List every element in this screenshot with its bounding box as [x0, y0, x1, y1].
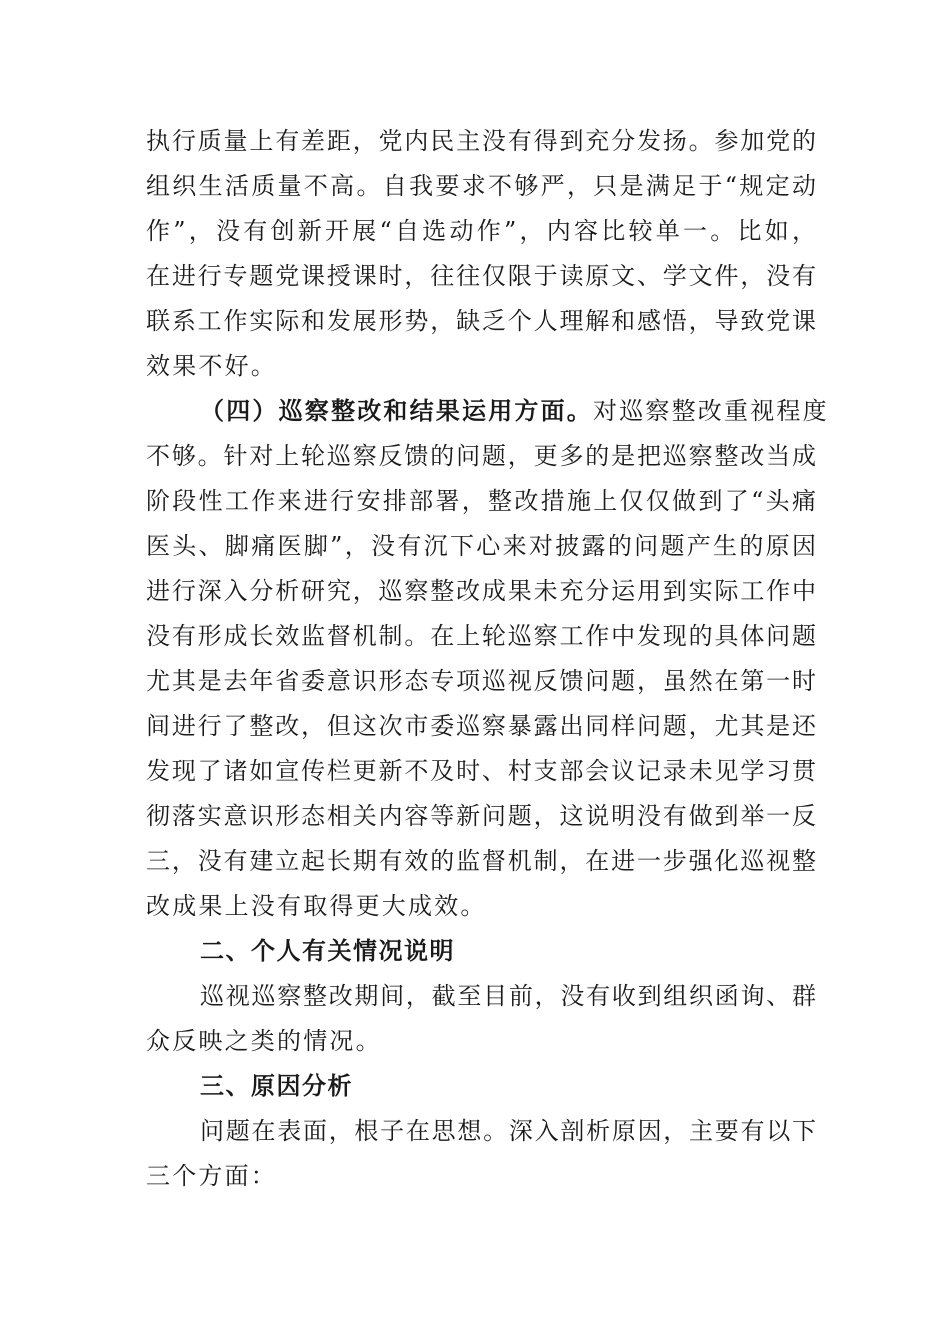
text-line: 医头、脚痛医脚”，没有沉下心来对披露的问题产生的原因 [146, 532, 816, 560]
text-line: 执行质量上有差距，党内民主没有得到充分发扬。参加党的 [146, 127, 816, 155]
text-line: 改成果上没有取得更大成效。 [146, 892, 487, 920]
text-line: 发现了诸如宣传栏更新不及时、村支部会议记录未见学习贯 [146, 757, 816, 785]
text-line: 作”，没有创新开展“自选动作”，内容比较单一。比如， [146, 217, 816, 245]
text-line: 三个方面： [146, 1162, 277, 1190]
text-line: 三，没有建立起长期有效的监督机制，在进一步强化巡视整 [146, 847, 816, 875]
text-line: 众反映之类的情况。 [146, 1027, 382, 1055]
text-line: 不够。针对上轮巡察反馈的问题，更多的是把巡察整改当成 [146, 442, 816, 470]
text-line: 组织生活质量不高。自我要求不够严，只是满足于“规定动 [146, 172, 816, 200]
text-line: 联系工作实际和发展形势，缺乏个人理解和感悟，导致党课 [146, 307, 816, 335]
section-heading-three: 三、原因分析 [200, 1072, 353, 1100]
section-four-title: （四）巡察整改和结果运用方面。 [200, 397, 593, 425]
section-four-first-line [200, 393, 829, 429]
text-line: 问题在表面，根子在思想。深入剖析原因，主要有以下 [200, 1117, 816, 1145]
section-four-first-line-rest: 对巡察整改重视程度 [593, 397, 829, 425]
text-line: 巡视巡察整改期间，截至目前，没有收到组织函询、群 [200, 982, 816, 1010]
text-line: 没有形成长效监督机制。在上轮巡察工作中发现的具体问题 [146, 622, 816, 650]
section-heading-two: 二、个人有关情况说明 [200, 937, 455, 965]
text-line: 在进行专题党课授课时，往往仅限于读原文、学文件，没有 [146, 262, 816, 290]
text-line: 阶段性工作来进行安排部署，整改措施上仅仅做到了“头痛 [146, 487, 816, 515]
text-line: 间进行了整改，但这次市委巡察暴露出同样问题，尤其是还 [146, 712, 816, 740]
text-line: 彻落实意识形态相关内容等新问题，这说明没有做到举一反 [146, 802, 816, 830]
text-line: 尤其是去年省委意识形态专项巡视反馈问题，虽然在第一时 [146, 667, 816, 695]
text-line: 效果不好。 [146, 352, 277, 380]
text-line: 进行深入分析研究，巡察整改成果未充分运用到实际工作中 [146, 577, 816, 605]
